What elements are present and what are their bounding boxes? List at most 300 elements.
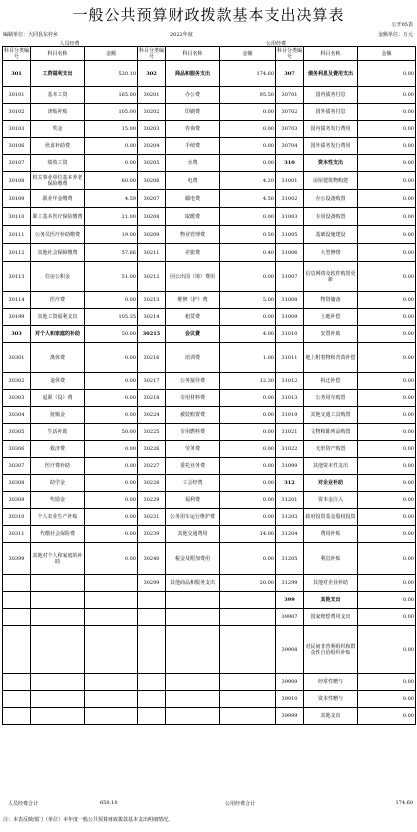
row-amount-cell	[220, 708, 276, 725]
row-name-cell: 工资福利支出	[31, 61, 85, 87]
row-name-cell: 邮电费	[166, 190, 220, 208]
row-code-cell: 31201	[276, 492, 304, 509]
row-amount-cell: 0.00	[85, 155, 138, 172]
row-code-cell: 39908	[276, 626, 304, 674]
row-name-cell: 利息补贴	[304, 543, 358, 575]
row-name-cell: 退休费	[31, 373, 85, 390]
table-row	[3, 626, 416, 674]
row-code-cell: 30240	[138, 543, 166, 575]
row-code-cell	[3, 691, 31, 708]
table-row	[3, 691, 416, 708]
row-amount-cell: 0.00	[220, 407, 276, 424]
row-amount-cell: 51.00	[85, 262, 138, 292]
row-code-cell: 31008	[276, 292, 304, 309]
row-amount-cell: 0.00	[358, 244, 416, 262]
row-code-cell: 30111	[3, 226, 31, 244]
row-name-cell: 资本性支出	[304, 155, 358, 172]
row-amount-cell: 0.00	[358, 407, 416, 424]
row-code-cell: 31099	[276, 458, 304, 475]
row-code-cell: 31013	[276, 390, 304, 407]
row-code-cell: 30703	[276, 121, 304, 138]
row-amount-cell: 0.00	[85, 441, 138, 458]
row-name-cell: 职业年金缴费	[31, 190, 85, 208]
row-name-cell: 津贴补贴	[31, 104, 85, 121]
row-name-cell: 资本性赠与	[304, 691, 358, 708]
row-amount-cell: 0.00	[220, 208, 276, 226]
row-amount-cell: 0.00	[358, 104, 416, 121]
row-amount-cell: 0.00	[85, 373, 138, 390]
row-code-cell: 31019	[276, 407, 304, 424]
row-amount-cell: 15.00	[85, 121, 138, 138]
row-name-cell: 印刷费	[166, 104, 220, 121]
row-code-cell: 30212	[138, 262, 166, 292]
row-name-cell: 个人农业生产补贴	[31, 509, 85, 526]
row-amount-cell: 0.00	[358, 121, 416, 138]
row-name-cell: 其他支出	[304, 708, 358, 725]
row-amount-cell: 0.00	[85, 292, 138, 309]
row-code-cell: 30304	[3, 407, 31, 424]
row-amount-cell: 0.00	[358, 492, 416, 509]
table-row	[3, 575, 416, 592]
row-code-cell: 30203	[138, 121, 166, 138]
row-code-cell: 30704	[276, 138, 304, 155]
row-code-cell: 30306	[3, 441, 31, 458]
row-name-cell: 资本金注入	[304, 492, 358, 509]
unit-label: 编制单位：大同县东村乡	[3, 32, 59, 38]
row-code-cell: 30302	[3, 373, 31, 390]
row-amount-cell: 0.00	[220, 309, 276, 326]
row-code-cell: 31010	[276, 326, 304, 343]
row-code-cell: 307	[276, 61, 304, 87]
row-code-cell: 31021	[276, 424, 304, 441]
row-code-cell: 30308	[3, 475, 31, 492]
row-code-cell: 30310	[3, 509, 31, 526]
row-name-cell: 住房公积金	[31, 262, 85, 292]
header-name-cell: 科目名称	[166, 47, 220, 61]
row-code-cell: 30207	[138, 190, 166, 208]
row-name-cell: 国外债务发行费用	[304, 138, 358, 155]
row-code-cell	[138, 592, 166, 609]
row-code-cell: 30305	[3, 424, 31, 441]
row-amount-cell: 50.00	[85, 424, 138, 441]
row-code-cell: 310	[276, 155, 304, 172]
table-row	[3, 190, 416, 208]
row-code-cell: 30231	[138, 509, 166, 526]
row-name-cell: 专用设备购置	[304, 208, 358, 226]
row-amount-cell: 0.00	[358, 172, 416, 190]
row-code-cell: 30216	[138, 343, 166, 373]
table-row	[3, 155, 416, 172]
row-name-cell: 抚恤金	[31, 407, 85, 424]
row-name-cell	[166, 626, 220, 674]
row-name-cell: 国外债务付息	[304, 104, 358, 121]
table-row	[3, 475, 416, 492]
row-code-cell	[138, 691, 166, 708]
row-amount-cell: 57.66	[85, 244, 138, 262]
row-name-cell: 奖励金	[31, 492, 85, 509]
row-amount-cell: 0.00	[220, 262, 276, 292]
row-amount-cell	[85, 609, 138, 626]
row-amount-cell: 0.00	[358, 326, 416, 343]
table-row	[3, 138, 416, 155]
row-code-cell: 30702	[276, 104, 304, 121]
row-name-cell	[166, 592, 220, 609]
row-amount-cell: 0.00	[358, 155, 416, 172]
row-code-cell: 30225	[138, 424, 166, 441]
row-amount-cell: 520.10	[85, 61, 138, 87]
row-amount-cell: 0.00	[220, 475, 276, 492]
row-name-cell: 对民间非营利组织和群众性自治组织补贴	[304, 626, 358, 674]
row-amount-cell: 0.00	[358, 61, 416, 87]
row-code-cell: 39909	[276, 674, 304, 691]
row-code-cell: 30226	[138, 441, 166, 458]
table-row	[3, 543, 416, 575]
row-code-cell	[3, 674, 31, 691]
row-amount-cell: 0.00	[358, 609, 416, 626]
table-row	[3, 121, 416, 138]
row-code-cell: 31204	[276, 526, 304, 543]
row-amount-cell: 0.00	[220, 104, 276, 121]
row-code-cell	[3, 592, 31, 609]
table-row	[3, 609, 416, 626]
row-amount-cell: 19.00	[85, 226, 138, 244]
row-code-cell: 30114	[3, 292, 31, 309]
table-row	[3, 407, 416, 424]
row-name-cell: 维修（护）费	[166, 292, 220, 309]
header-amount-cell: 金额	[220, 47, 276, 61]
row-name-cell: 其他交通工具购置	[304, 407, 358, 424]
row-name-cell: 咨询费	[166, 121, 220, 138]
row-name-cell: 公务用车购置	[304, 390, 358, 407]
row-code-cell: 30228	[138, 475, 166, 492]
row-amount-cell	[220, 674, 276, 691]
row-code-cell: 31299	[276, 575, 304, 592]
row-code-cell	[3, 575, 31, 592]
header-code-cell: 科目分类编号	[277, 47, 303, 60]
row-code-cell: 30199	[3, 309, 31, 326]
row-amount-cell: 4.59	[85, 190, 138, 208]
row-code-cell: 30106	[3, 138, 31, 155]
row-name-cell: 工会经费	[166, 475, 220, 492]
row-amount-cell: 21.00	[85, 208, 138, 226]
row-code-cell: 303	[3, 326, 31, 343]
row-code-cell: 30103	[3, 121, 31, 138]
public-group-header: 公用经费	[265, 41, 286, 47]
row-code-cell	[138, 674, 166, 691]
row-name-cell: 被装购置费	[166, 407, 220, 424]
row-name-cell	[166, 691, 220, 708]
row-amount-cell: 5.00	[220, 292, 276, 309]
row-name-cell: 其他工资福利支出	[31, 309, 85, 326]
row-code-cell: 30211	[138, 244, 166, 262]
row-amount-cell: 0.00	[85, 390, 138, 407]
row-name-cell: 公务接待费	[166, 373, 220, 390]
row-amount-cell: 0.00	[85, 509, 138, 526]
row-name-cell: 无形资产购置	[304, 441, 358, 458]
personnel-total-value: 650.10	[100, 800, 118, 806]
row-amount-cell: 0.00	[358, 691, 416, 708]
row-name-cell: 其他支出	[304, 592, 358, 609]
row-amount-cell: 0.00	[358, 226, 416, 244]
row-amount-cell: 0.00	[358, 592, 416, 609]
row-code-cell: 31007	[276, 262, 304, 292]
row-name-cell: 手续费	[166, 138, 220, 155]
row-code-cell: 30213	[138, 292, 166, 309]
row-amount-cell	[85, 708, 138, 725]
row-amount-cell: 0.00	[85, 138, 138, 155]
row-code-cell: 30108	[3, 172, 31, 190]
row-amount-cell	[85, 575, 138, 592]
row-name-cell: 机关事业单位基本养老保险缴费	[31, 172, 85, 190]
row-amount-cell: 0.00	[358, 626, 416, 674]
row-name-cell: 地上附着物和青苗补偿	[304, 343, 358, 373]
row-amount-cell: 0.00	[358, 424, 416, 441]
table-row	[3, 262, 416, 292]
row-name-cell: 生活补助	[31, 424, 85, 441]
row-name-cell	[31, 674, 85, 691]
row-amount-cell: 0.00	[85, 526, 138, 543]
row-amount-cell: 105.00	[85, 104, 138, 121]
row-code-cell: 30227	[138, 458, 166, 475]
row-name-cell: 物资储备	[304, 292, 358, 309]
row-name-cell: 费用补贴	[304, 526, 358, 543]
row-code-cell: 39999	[276, 708, 304, 725]
row-amount-cell: 0.00	[358, 708, 416, 725]
table-row	[3, 458, 416, 475]
row-name-cell	[31, 708, 85, 725]
row-amount-cell: 50.00	[85, 326, 138, 343]
header-amount-cell: 金额	[85, 47, 138, 61]
header-code-cell: 科目分类编号	[4, 47, 30, 60]
row-code-cell: 31022	[276, 441, 304, 458]
footnote: 注：本表反映部门（单位）本年度一般公共预算财政拨款基本支出明细情况。	[3, 817, 174, 823]
row-name-cell: 其他商品和服务支出	[166, 575, 220, 592]
row-name-cell: 安置补助	[304, 326, 358, 343]
header-amount-cell: 金额	[358, 47, 416, 61]
row-name-cell: 其他社会保障缴费	[31, 244, 85, 262]
row-amount-cell	[85, 691, 138, 708]
row-name-cell: 救济费	[31, 441, 85, 458]
row-code-cell: 301	[3, 61, 31, 87]
expenditure-table	[2, 46, 416, 725]
row-code-cell: 30113	[3, 262, 31, 292]
table-row	[3, 292, 416, 309]
row-name-cell: 劳务费	[166, 441, 220, 458]
personnel-total-label: 人员经费合计	[8, 801, 39, 807]
row-amount-cell: 0.00	[220, 509, 276, 526]
row-name-cell: 税金及附加费用	[166, 543, 220, 575]
row-name-cell	[31, 592, 85, 609]
row-amount-cell: 0.00	[358, 475, 416, 492]
table-row	[3, 390, 416, 407]
row-amount-cell: 0.00	[358, 373, 416, 390]
row-amount-cell: 0.00	[220, 441, 276, 458]
row-name-cell: 国家赔偿费用支出	[304, 609, 358, 626]
row-name-cell: 代缴社会保险费	[31, 526, 85, 543]
row-code-cell: 30202	[138, 104, 166, 121]
row-code-cell: 30239	[138, 526, 166, 543]
row-code-cell: 39907	[276, 609, 304, 626]
table-tag: 公开05表	[391, 22, 413, 28]
row-name-cell	[166, 674, 220, 691]
year-label: 2022年度	[170, 32, 193, 38]
row-name-cell: 差旅费	[166, 244, 220, 262]
row-code-cell: 30217	[138, 373, 166, 390]
row-amount-cell: 0.00	[220, 390, 276, 407]
row-amount-cell	[85, 626, 138, 674]
row-name-cell	[31, 626, 85, 674]
row-code-cell: 31005	[276, 226, 304, 244]
row-name-cell: 其他交通费用	[166, 526, 220, 543]
row-amount-cell: 0.00	[358, 458, 416, 475]
row-name-cell: 基础设施建设	[304, 226, 358, 244]
row-code-cell: 30209	[138, 226, 166, 244]
row-name-cell: 土地补偿	[304, 309, 358, 326]
row-code-cell: 31001	[276, 172, 304, 190]
row-amount-cell: 0.00	[85, 343, 138, 373]
row-code-cell: 30215	[138, 326, 166, 343]
row-name-cell: 奖金	[31, 121, 85, 138]
row-amount-cell: 20.00	[220, 575, 276, 592]
row-code-cell	[3, 609, 31, 626]
row-name-cell: 其他资本性支出	[304, 458, 358, 475]
table-row	[3, 373, 416, 390]
row-code-cell: 312	[276, 475, 304, 492]
row-name-cell: 政府投资基金股权投资	[304, 509, 358, 526]
row-code-cell: 31009	[276, 309, 304, 326]
row-name-cell: 取暖费	[166, 208, 220, 226]
row-code-cell: 30301	[3, 343, 31, 373]
row-name-cell: 大型修缮	[304, 244, 358, 262]
row-amount-cell: 0.00	[358, 526, 416, 543]
row-name-cell	[31, 609, 85, 626]
table-row	[3, 526, 416, 543]
public-total-value: 174.60	[395, 800, 413, 806]
row-amount-cell	[85, 592, 138, 609]
row-amount-cell: 12.30	[220, 373, 276, 390]
row-amount-cell: 0.00	[358, 87, 416, 104]
row-name-cell: 伙食补助费	[31, 138, 85, 155]
row-amount-cell: 165.00	[85, 87, 138, 104]
row-name-cell: 办公设备购置	[304, 190, 358, 208]
row-amount-cell: 0.00	[358, 262, 416, 292]
row-code-cell: 30307	[3, 458, 31, 475]
row-name-cell	[31, 691, 85, 708]
row-code-cell: 30204	[138, 138, 166, 155]
row-amount-cell: 105.35	[85, 309, 138, 326]
row-name-cell: 房屋建筑物购建	[304, 172, 358, 190]
row-name-cell: 委托业务费	[166, 458, 220, 475]
row-code-cell: 30399	[3, 543, 31, 575]
row-amount-cell: 0.00	[358, 190, 416, 208]
row-amount-cell: 0.00	[220, 458, 276, 475]
row-code-cell: 30218	[138, 390, 166, 407]
table-row	[3, 244, 416, 262]
row-code-cell: 30102	[3, 104, 31, 121]
row-name-cell: 物业管理费	[166, 226, 220, 244]
row-amount-cell: 4.00	[220, 326, 276, 343]
row-code-cell: 30109	[3, 190, 31, 208]
table-row	[3, 424, 416, 441]
row-code-cell	[138, 708, 166, 725]
row-amount-cell: 0.00	[358, 674, 416, 691]
row-amount-cell: 0.00	[85, 458, 138, 475]
row-name-cell: 助学金	[31, 475, 85, 492]
public-total-label: 公用经费合计	[225, 801, 256, 807]
row-code-cell: 30101	[3, 87, 31, 104]
header-name-cell: 科目名称	[304, 47, 358, 61]
row-amount-cell: 0.00	[85, 492, 138, 509]
row-name-cell: 电费	[166, 172, 220, 190]
row-amount-cell: 4.50	[220, 190, 276, 208]
row-amount-cell: 0.00	[358, 343, 416, 373]
row-name-cell: 福利费	[166, 492, 220, 509]
row-name-cell: 其他对个人和家庭的补助	[31, 543, 85, 575]
table-row	[3, 441, 416, 458]
row-code-cell: 30303	[3, 390, 31, 407]
row-amount-cell	[220, 626, 276, 674]
row-name-cell: 基本工资	[31, 87, 85, 104]
row-code-cell: 30701	[276, 87, 304, 104]
header-code-cell: 科目分类编号	[139, 47, 165, 60]
row-amount-cell: 0.50	[220, 226, 276, 244]
row-amount-cell: 0.00	[220, 424, 276, 441]
row-code-cell: 30110	[3, 208, 31, 226]
row-code-cell: 31006	[276, 244, 304, 262]
row-name-cell: 培训费	[166, 343, 220, 373]
row-code-cell	[138, 609, 166, 626]
row-code-cell: 30112	[3, 244, 31, 262]
row-amount-cell: 0.00	[220, 155, 276, 172]
row-name-cell: 离休费	[31, 343, 85, 373]
row-code-cell: 31203	[276, 509, 304, 526]
row-code-cell: 31012	[276, 373, 304, 390]
row-amount-cell: 0.00	[358, 575, 416, 592]
table-row	[3, 208, 416, 226]
row-name-cell: 国内债务发行费用	[304, 121, 358, 138]
row-code-cell	[138, 626, 166, 674]
row-amount-cell: 0.00	[358, 208, 416, 226]
row-name-cell: 商品和服务支出	[166, 61, 220, 87]
row-amount-cell	[85, 674, 138, 691]
row-code-cell: 31003	[276, 208, 304, 226]
table-row	[3, 104, 416, 121]
row-code-cell: 30299	[138, 575, 166, 592]
row-code-cell: 30201	[138, 87, 166, 104]
table-row	[3, 309, 416, 326]
row-code-cell: 30224	[138, 407, 166, 424]
table-row	[3, 343, 416, 373]
row-name-cell: 租赁费	[166, 309, 220, 326]
row-amount-cell: 0.00	[358, 138, 416, 155]
row-code-cell: 30309	[3, 492, 31, 509]
row-amount-cell: 1.00	[220, 343, 276, 373]
row-amount-cell: 0.00	[358, 543, 416, 575]
row-name-cell: 债务利息及费用支出	[304, 61, 358, 87]
row-name-cell: 绩效工资	[31, 155, 85, 172]
table-row	[3, 61, 416, 87]
row-name-cell: 国内债务付息	[304, 87, 358, 104]
row-name-cell: 职工基本医疗保险缴费	[31, 208, 85, 226]
row-code-cell: 399	[276, 592, 304, 609]
row-amount-cell: 0.00	[220, 121, 276, 138]
row-code-cell	[3, 626, 31, 674]
row-name-cell: 经常性赠与	[304, 674, 358, 691]
row-code-cell: 30214	[138, 309, 166, 326]
row-amount-cell: 0.00	[85, 543, 138, 575]
row-name-cell: 公务员医疗补助缴费	[31, 226, 85, 244]
row-name-cell: 退职（役）费	[31, 390, 85, 407]
